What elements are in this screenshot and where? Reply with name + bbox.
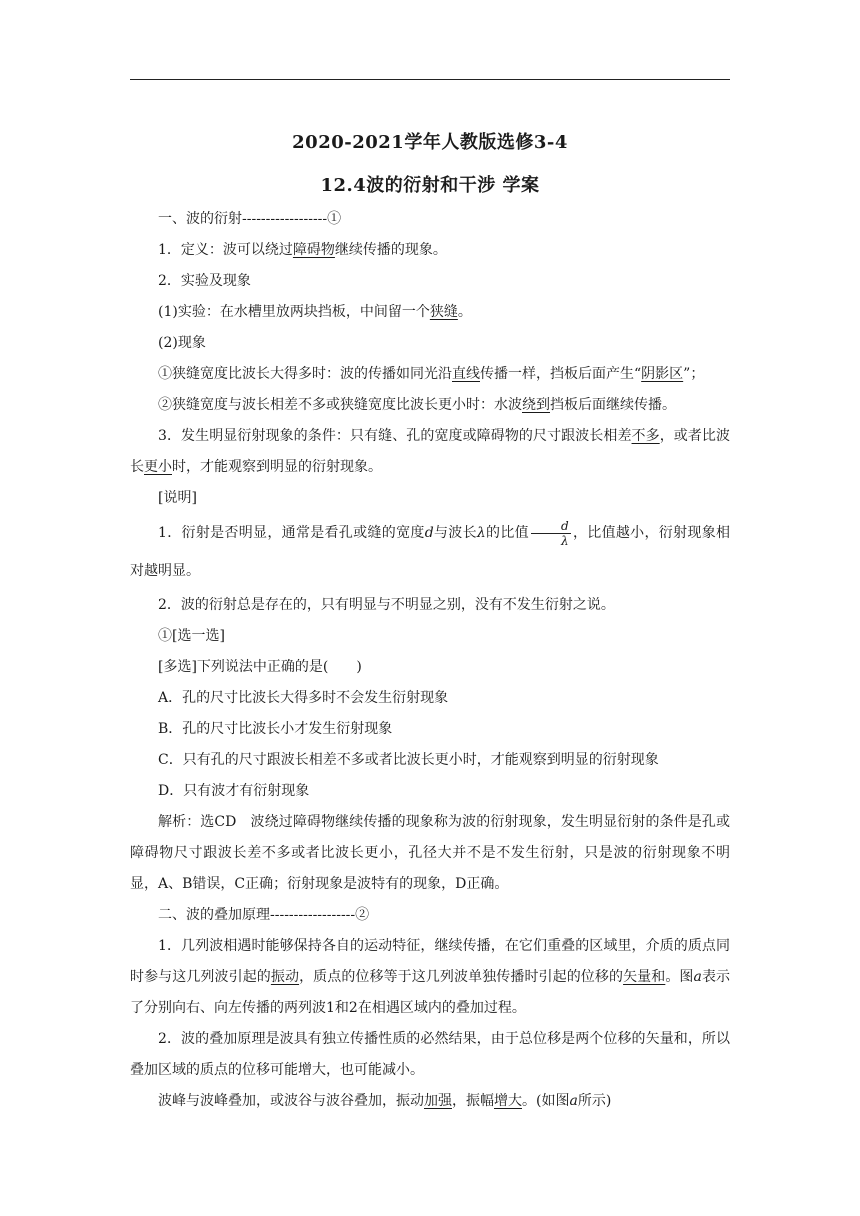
- underlined-term: 增大: [494, 1093, 522, 1109]
- option-b: B．孔的尺寸比波长小才发生衍射现象: [158, 721, 393, 737]
- underlined-term: 更小: [144, 459, 172, 475]
- underlined-term: 狭缝: [429, 304, 458, 320]
- experiment-paragraph: (1)实验：在水槽里放两块挡板，中间留一个狭缝。: [158, 304, 472, 320]
- superposition-3: 波峰与波峰叠加，或波谷与波谷叠加，振动加强，振幅增大。(如图a所示): [158, 1093, 612, 1109]
- condition-paragraph: 3．发生明显衍射现象的条件：只有缝、孔的宽度或障碍物的尺寸跟波长相差不多，或者比波长更小时，才能观察到明显的衍射现象。: [130, 428, 731, 475]
- option-c: C．只有孔的尺寸跟波长相差不多或者比波长更小时，才能观察到明显的衍射现象: [158, 752, 659, 768]
- underlined-term: 矢量和: [623, 969, 666, 985]
- underlined-term: 加强: [424, 1093, 452, 1109]
- note-label: [说明]: [158, 490, 197, 506]
- experiment-title: 2．实验及现象: [158, 273, 251, 289]
- underlined-term: 振动: [270, 969, 300, 985]
- note-2: 2．波的衍射总是存在的，只有明显与不明显之别，没有不发生衍射之说。: [158, 597, 615, 613]
- option-a: A．孔的尺寸比波长大得多时不会发生衍射现象: [158, 690, 449, 706]
- note-1: 1．衍射是否明显，通常是看孔或缝的宽度d与波长λ的比值 $\frac{d}{\lambda}$ ，比值越小，衍射现象相对越明显。: [130, 518, 731, 579]
- exercise-question: [多选]下列说法中正确的是( ): [158, 659, 362, 675]
- underlined-term: 阴影区: [641, 366, 684, 382]
- superposition-1: 1．几列波相遇时能够保持各自的运动特征，继续传播，在它们重叠的区域里，介质的质点同时参与这几列波引起的振动，质点的位移等于这几列波单独传播时引起的位移的矢量和。图a表示了分别向右、向左传播的两列波1和2在相遇区域内的叠加过程。: [130, 938, 731, 1016]
- title-line-1: 2020-2021学年人教版选修3-4: [292, 132, 568, 153]
- ratio-fraction: $\frac{d}{\lambda}$: [531, 519, 571, 548]
- superposition-2: 2．波的叠加原理是波具有独立传播性质的必然结果，由于总位移是两个位移的矢量和，所以叠加区域的质点的位移可能增大，也可能减小。: [130, 1031, 730, 1078]
- phenomenon-title: (2)现象: [158, 335, 206, 351]
- title-line-2: 12.4波的衍射和干涉 学案: [320, 175, 540, 196]
- underlined-term: 不多: [631, 428, 660, 444]
- underlined-term: 障碍物: [292, 242, 335, 258]
- phenomenon-1: ①狭缝宽度比波长大得多时：波的传播如同光沿直线传播一样，挡板后面产生“阴影区”；: [158, 366, 705, 382]
- section-1-heading: 一、波的衍射------------------①: [158, 211, 342, 227]
- analysis-paragraph: 解析：选CD 波绕过障碍物继续传播的现象称为波的衍射现象，发生明显衍射的条件是孔或障碍物尺寸跟波长差不多或者比波长更小，孔径大并不是不发生衍射，只是波的衍射现象不明显，A、B错误，C正确；衍射现象是波特有的现象，D正确。: [130, 814, 730, 892]
- option-d: D．只有波才有衍射现象: [158, 783, 310, 799]
- header-rule: [130, 79, 730, 80]
- phenomenon-2: ②狭缝宽度与波长相差不多或狭缝宽度比波长更小时：水波绕到挡板后面继续传播。: [158, 397, 676, 413]
- definition-paragraph: 1．定义：波可以绕过障碍物继续传播的现象。: [158, 242, 447, 258]
- underlined-term: 绕到: [522, 397, 550, 413]
- document-body: [130, 204, 730, 1117]
- underlined-term: 直线: [452, 366, 480, 382]
- exercise-label: ①[选一选]: [158, 628, 225, 644]
- section-2-heading: 二、波的叠加原理------------------②: [158, 907, 370, 923]
